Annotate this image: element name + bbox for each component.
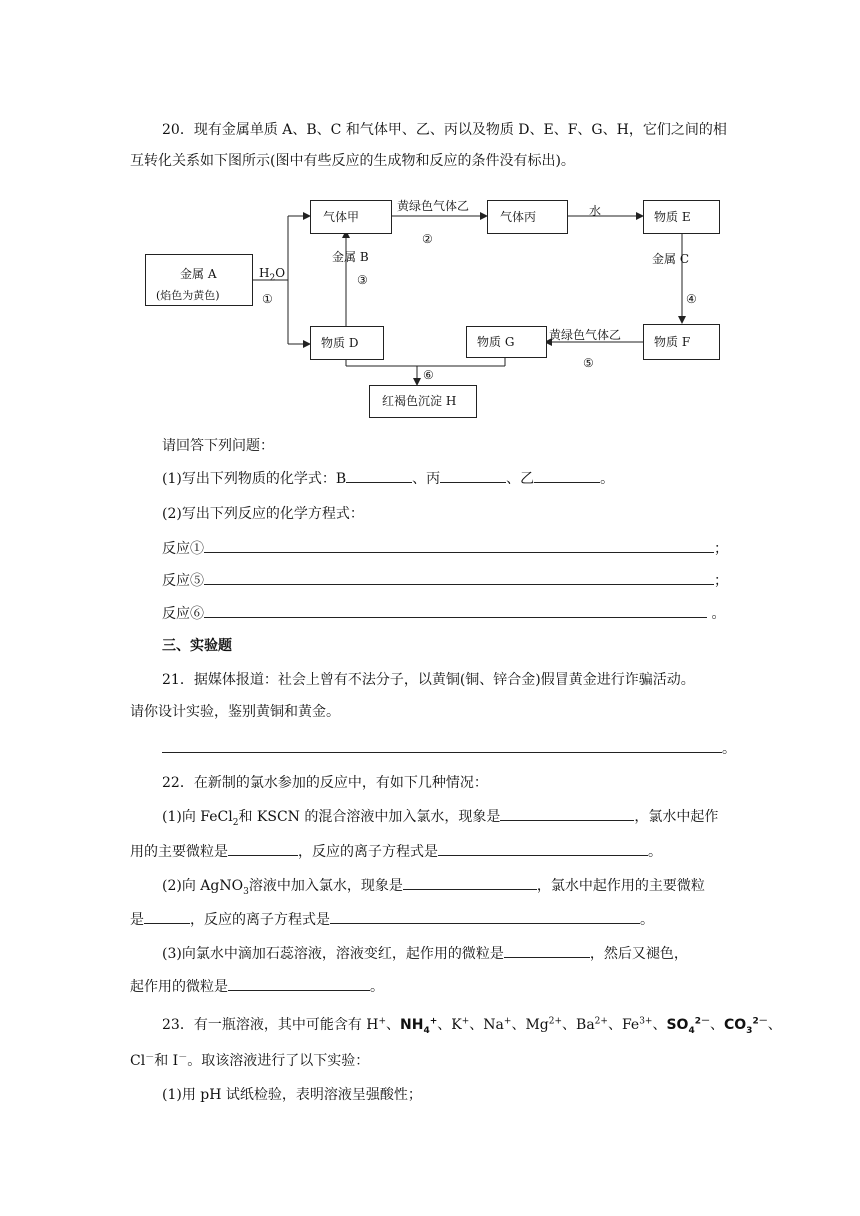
q21-answer-line: 。 — [162, 738, 736, 759]
q20-stem-line2: 互转化关系如下图所示(图中有些反应的生成物和反应的条件没有标出)。 — [130, 153, 575, 169]
substance-d-box — [310, 326, 384, 360]
water-label: 水 — [589, 204, 602, 218]
q21-line1: 21．据媒体报道：社会上曾有不法分子，以黄铜(铜、锌合金)假冒黄金进行诈骗活动。 — [162, 672, 695, 688]
q22-item3-line1: (3)向氯水中滴加石蕊溶液，溶液变红，起作用的微粒是 ，然后又褪色， — [162, 943, 688, 964]
metal-a-label: 金属 A — [180, 267, 217, 281]
q20-stem-line1: 20．现有金属单质 A、B、C 和气体甲、乙、丙以及物质 D、E、F、G、H，它们之间的相 — [162, 122, 727, 138]
answer-blank-q22-1-equation[interactable] — [438, 841, 648, 856]
gas-bing-label: 气体丙 — [500, 210, 537, 224]
answer-blank-q22-3-particle-a[interactable] — [504, 943, 590, 958]
answer-blank-q22-2-equation[interactable] — [330, 909, 640, 924]
precipitate-h-box — [369, 385, 477, 418]
q22-item1-line1: (1)向 FeCl$_2$和 KSCN 的混合溶液中加入氯水，现象是 ，氯水中起作 — [162, 806, 718, 827]
substance-f-box — [643, 324, 720, 360]
precipitate-h-label: 红褐色沉淀 H — [382, 394, 457, 408]
yellow-green-gas-label-top: 黄绿色气体乙 — [397, 199, 470, 213]
reaction-6-number: ⑥ — [423, 368, 434, 382]
q22-stem: 22．在新制的氯水参加的反应中，有如下几种情况： — [162, 775, 488, 791]
answer-blank-q22-1-phenomenon[interactable] — [500, 806, 634, 821]
answer-blank-q22-3-particle-b[interactable] — [228, 976, 370, 991]
answer-blank-reaction-6[interactable] — [204, 603, 707, 618]
answer-blank-q22-2-particle[interactable] — [144, 909, 190, 924]
gas-bing-box — [487, 200, 568, 234]
q22-item3-line2: 起作用的微粒是 。 — [130, 976, 384, 997]
section-heading: 三、实验题 — [162, 638, 232, 654]
metal-a-note: (焰色为黄色) — [156, 289, 220, 302]
answer-blank-b[interactable] — [346, 468, 412, 483]
substance-e-box — [643, 200, 720, 234]
answer-blank-q21[interactable] — [162, 738, 722, 753]
answer-blank-q22-1-particle[interactable] — [228, 841, 298, 856]
q22-item1-line2: 用的主要微粒是 ，反应的离子方程式是 。 — [130, 841, 662, 862]
gas-jia-label: 气体甲 — [323, 210, 360, 224]
q20-part2: (2)写出下列反应的化学方程式： — [162, 506, 364, 522]
q20-part1: (1)写出下列物质的化学式：B 、丙 、乙 。 — [162, 468, 614, 489]
gas-jia-box — [310, 200, 392, 234]
answer-blank-reaction-1[interactable] — [204, 538, 714, 553]
reaction-2-number: ② — [422, 232, 433, 246]
reaction-6-line: 反应⑥ 。 — [162, 603, 725, 624]
substance-f-label: 物质 F — [654, 335, 691, 349]
reaction-5-line: 反应⑤ ； — [162, 570, 728, 591]
q22-item2-line1: (2)向 AgNO$_3$溶液中加入氯水，现象是 ，氯水中起作用的主要微粒 — [162, 875, 705, 896]
q22-item2-line2: 是 ，反应的离子方程式是 。 — [130, 909, 654, 930]
q23-line1: 23．有一瓶溶液，其中可能含有 H+、$NH_4^+$、K+、Na+、$Mg^{2+}$、$Ba^{2+}$、$Fe^{3+}$、$SO_4^{2-}$、$CO_3^{2-}$、 — [162, 1016, 782, 1036]
reaction-1-number: ① — [262, 292, 273, 306]
q23-line2: Cl－和 I－。取该溶液进行了以下实验： — [130, 1052, 370, 1069]
metal-a-box — [145, 254, 253, 306]
water-formula-label: $H_2O$ — [259, 266, 286, 284]
answer-blank-q22-2-phenomenon[interactable] — [403, 875, 537, 890]
reaction-5-number: ⑤ — [583, 356, 594, 370]
q21-line2: 请你设计实验，鉴别黄铜和黄金。 — [130, 704, 340, 720]
reaction-1-line: 反应① ； — [162, 538, 728, 559]
yellow-green-gas-label-bottom: 黄绿色气体乙 — [549, 328, 622, 342]
substance-g-box — [466, 326, 547, 358]
substance-e-label: 物质 E — [654, 210, 691, 224]
metal-c-label: 金属 C — [652, 252, 689, 266]
substance-d-label: 物质 D — [321, 336, 359, 350]
metal-b-label: 金属 B — [332, 250, 369, 264]
q20-prompt: 请回答下列问题： — [162, 438, 274, 454]
q23-item1: (1)用 pH 试纸检验，表明溶液呈强酸性； — [162, 1087, 422, 1103]
reaction-3-number: ③ — [357, 273, 368, 287]
substance-g-label: 物质 G — [477, 335, 515, 349]
answer-blank-bing[interactable] — [440, 468, 506, 483]
answer-blank-yi[interactable] — [534, 468, 600, 483]
answer-blank-reaction-5[interactable] — [204, 570, 714, 585]
reaction-4-number: ④ — [686, 292, 697, 306]
